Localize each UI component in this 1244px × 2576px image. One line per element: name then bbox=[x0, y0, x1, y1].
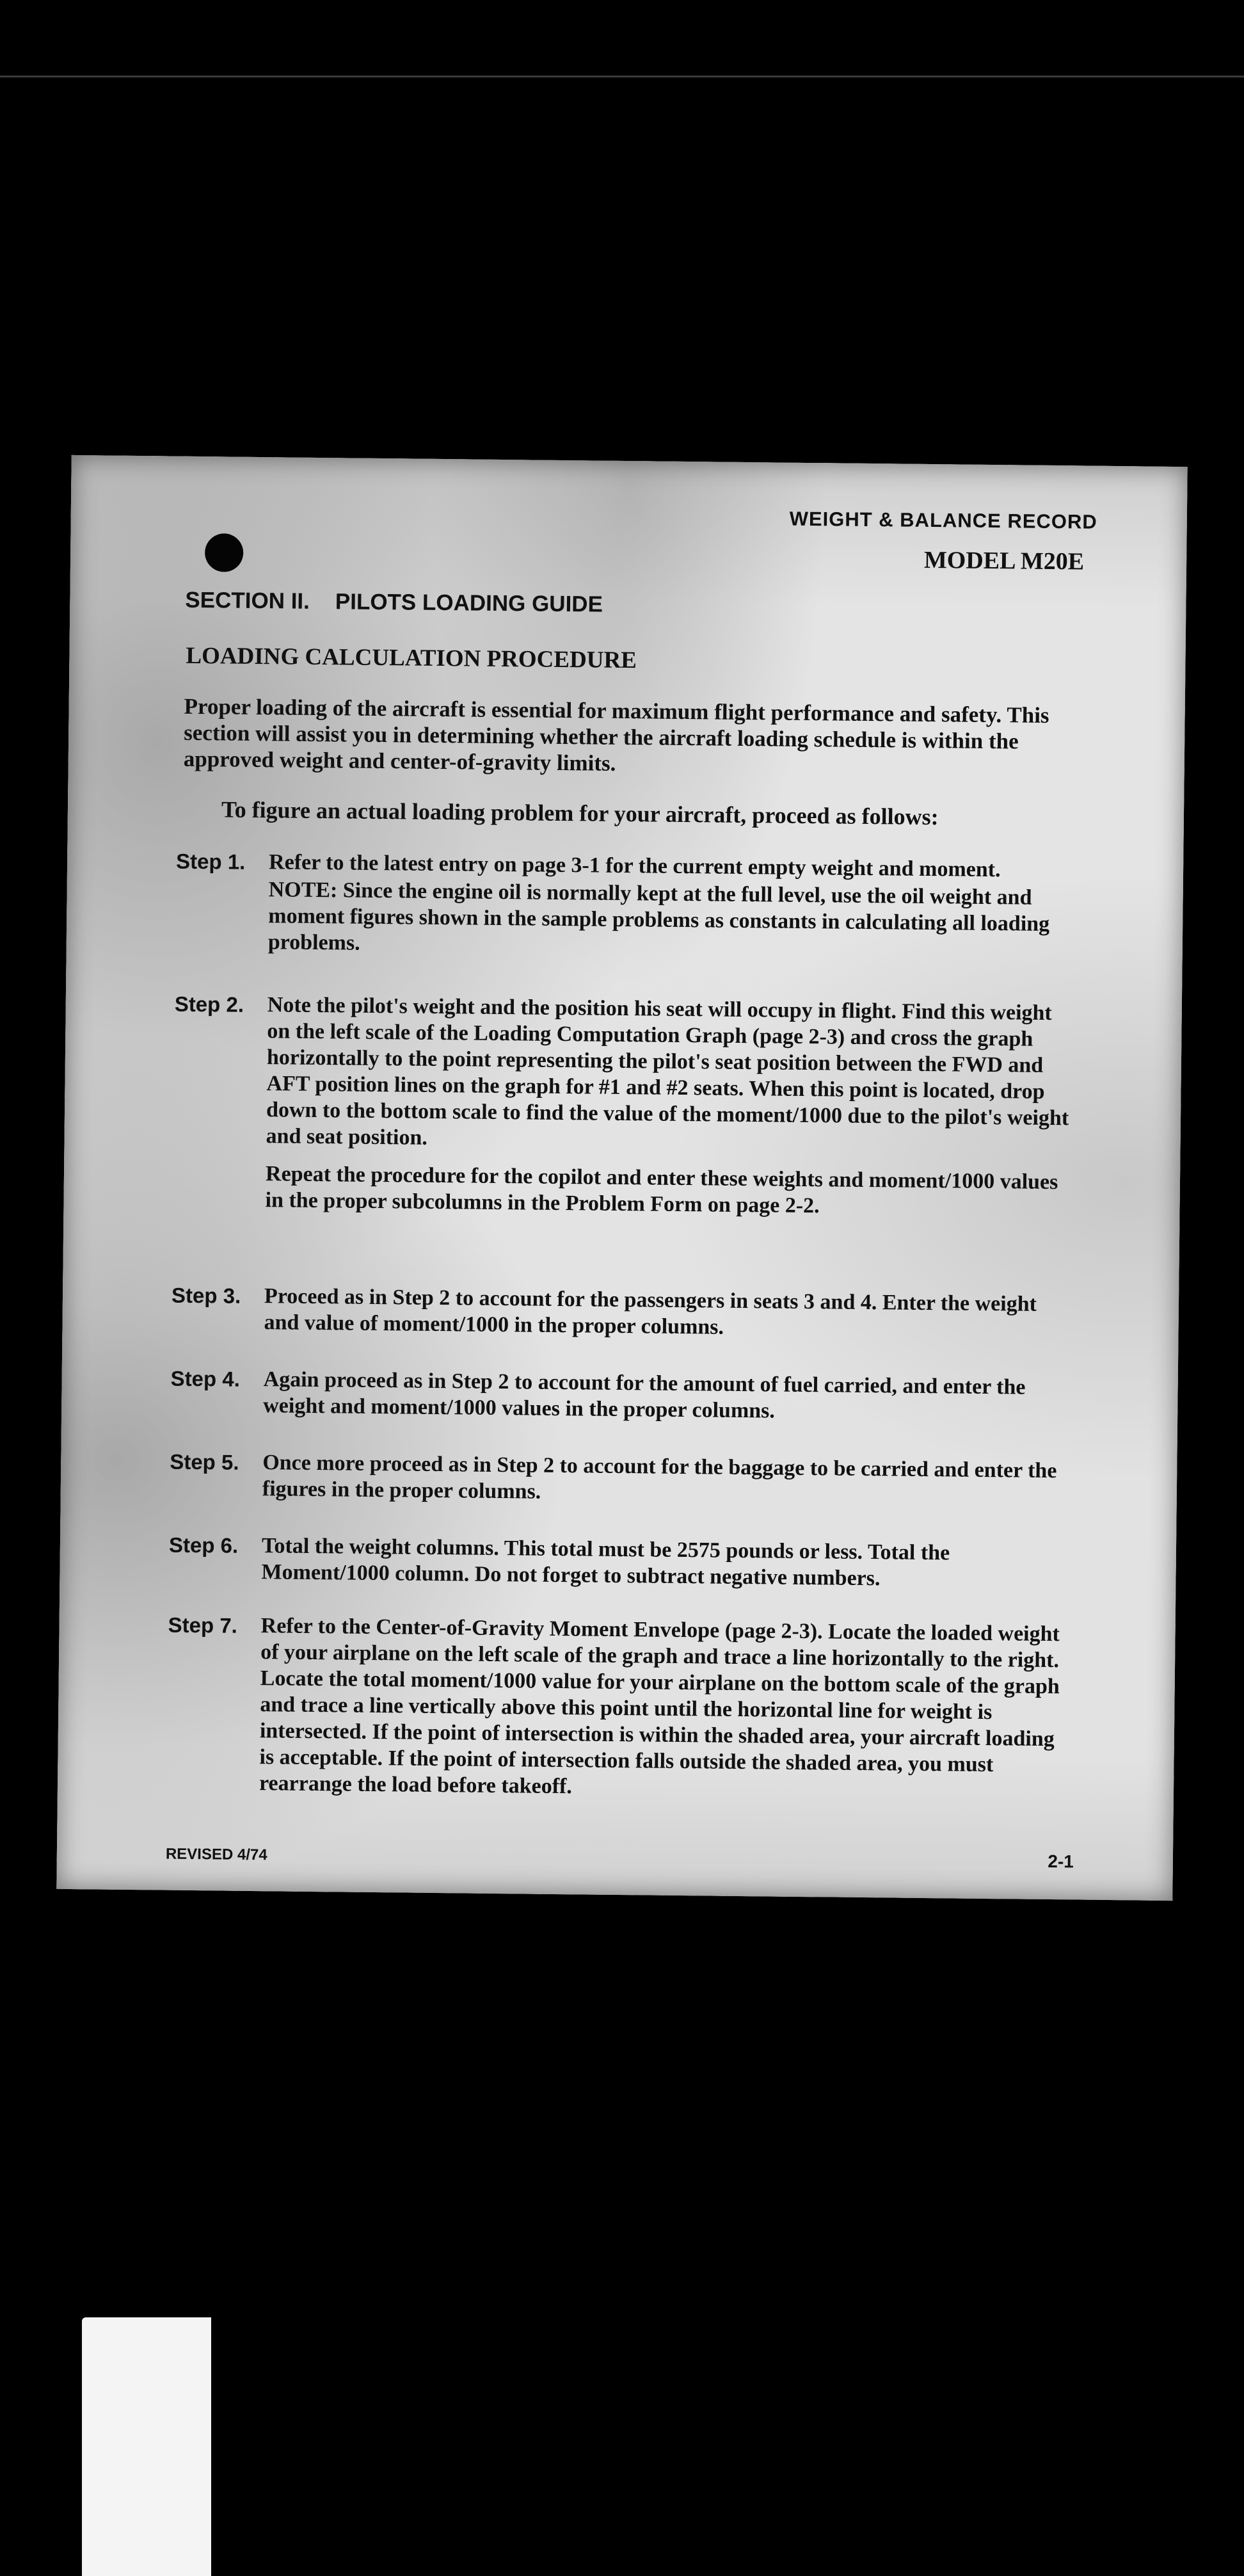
step-body bbox=[264, 1283, 1074, 1344]
page-header bbox=[789, 508, 1097, 576]
lead-paragraph: To figure an actual loading problem for your aircraft, proceed as follows: bbox=[221, 796, 939, 830]
step-body bbox=[261, 1533, 1071, 1593]
step-note: NOTE: Since the engine oil is normally kept at the full level, use the oil weight and moment figures shown in the sample problems as constants in calculating all loading problems. bbox=[267, 878, 1050, 955]
next-page-edge bbox=[82, 2317, 211, 2576]
model-label: MODEL M20E bbox=[923, 546, 1085, 576]
step-6 bbox=[168, 1532, 1071, 1594]
step-7 bbox=[166, 1612, 1071, 1805]
step-paragraph: Total the weight columns. This total must be 2575 pounds or less. Total the Moment/1000 column. Do not forget to subtract negative numbers. bbox=[261, 1534, 950, 1591]
section-number: SECTION II. bbox=[185, 587, 310, 614]
step-label: Step 5. bbox=[170, 1449, 239, 1474]
step-paragraph: Repeat the procedure for the copilot and enter these weights and moment/1000 values in the proper subcolumns in the Problem Form on page 2-2. bbox=[265, 1162, 1058, 1218]
step-paragraph: Refer to the Center-of-Gravity Moment Envelope (page 2-3). Locate the loaded weight of your airplane on the left scale of the graph and trace a line horizontally to the right. Locate the total moment/1000 value for your airplane on the bottom scale of the graph and trace a line vertically above this point until the horizontal line for weight is intersected. If the point of intersection is within the shaded area, your aircraft loading is acceptable. If the point of intersection falls outside the shaded area, you must rearrange the load before takeoff. bbox=[259, 1614, 1060, 1799]
step-4 bbox=[170, 1365, 1073, 1428]
step-label: Step 4. bbox=[170, 1366, 241, 1391]
step-body bbox=[262, 1449, 1073, 1510]
page-number: 2-1 bbox=[1048, 1851, 1074, 1872]
step-body bbox=[259, 1613, 1071, 1805]
step-paragraph: Refer to the latest entry on page 3-1 for the current empty weight and moment. bbox=[268, 850, 1001, 882]
step-paragraph: Again proceed as in Step 2 to account for the amount of fuel carried, and enter the weight and moment/1000 values in the proper columns. bbox=[263, 1367, 1026, 1423]
step-label: Step 3. bbox=[171, 1283, 241, 1308]
intro-paragraph: Proper loading of the aircraft is essential for maximum flight performance and safety. This section will assist you in determining whether the aircraft loading schedule is within the approved weight and center-of-gravity limits. bbox=[183, 693, 1049, 776]
step-paragraph: Note the pilot's weight and the position his seat will occupy in flight. Find this weight on the left scale of the Loading Computation Graph (page 2-3) and cross the graph horizontally to the point representing the pilot's seat position between the FWD and AFT position lines on the graph for #1 and #2 seats. When this point is located, drop down to the bottom scale to find the value of the moment/1000 due to the pilot's weight and seat position. bbox=[266, 993, 1069, 1150]
step-1 bbox=[175, 848, 1079, 964]
section-heading bbox=[185, 588, 603, 618]
step-paragraph: Once more proceed as in Step 2 to account for the baggage to be carried and enter the figures in the proper columns. bbox=[262, 1451, 1057, 1504]
step-body bbox=[268, 849, 1079, 963]
step-body bbox=[263, 1366, 1073, 1427]
document-page bbox=[56, 455, 1187, 1901]
punch-hole bbox=[205, 533, 244, 572]
step-paragraph: Proceed as in Step 2 to account for the passengers in seats 3 and 4. Enter the weight and value of moment/1000 in the proper columns. bbox=[264, 1284, 1037, 1339]
procedure-heading: LOADING CALCULATION PROCEDURE bbox=[186, 642, 637, 674]
step-label: Step 7. bbox=[168, 1613, 238, 1638]
record-title: WEIGHT & BALANCE RECORD bbox=[789, 507, 1097, 533]
step-label: Step 6. bbox=[168, 1533, 239, 1558]
step-body bbox=[265, 992, 1077, 1221]
step-5 bbox=[170, 1449, 1073, 1511]
scan-border-line bbox=[0, 76, 1244, 77]
step-label: Step 2. bbox=[174, 992, 244, 1017]
step-3 bbox=[171, 1282, 1074, 1344]
step-label: Step 1. bbox=[175, 849, 246, 874]
step-2 bbox=[172, 991, 1077, 1222]
revision-date: REVISED 4/74 bbox=[165, 1845, 267, 1864]
section-title: PILOTS LOADING GUIDE bbox=[335, 589, 603, 617]
